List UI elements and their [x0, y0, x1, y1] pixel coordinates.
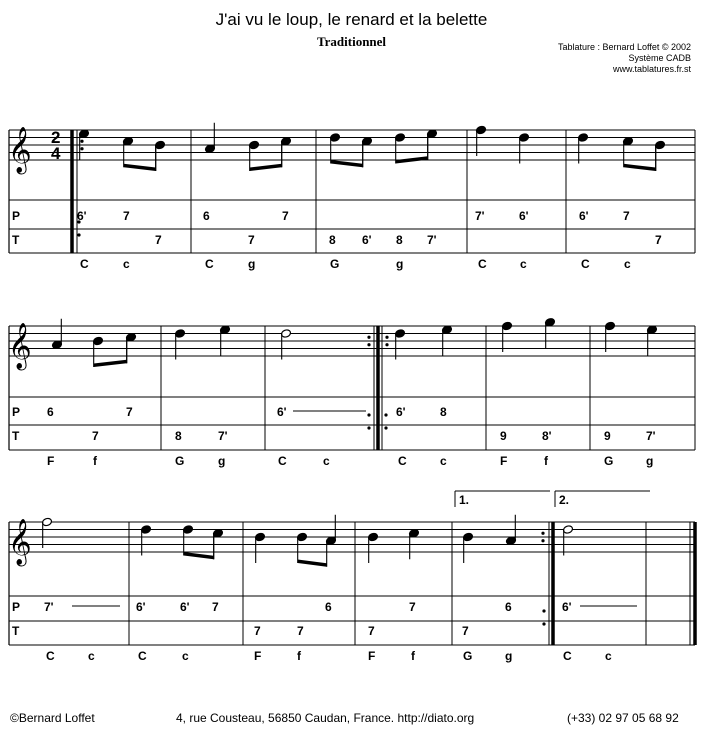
chord-symbol: F — [254, 649, 262, 663]
note-beam — [124, 164, 156, 171]
footer-copyright: ©Bernard Loffet — [10, 711, 95, 725]
credit-line: www.tablatures.fr.st — [612, 64, 691, 74]
pull-button-number: 7' — [646, 429, 656, 443]
chord-symbol: g — [396, 257, 404, 271]
chord-symbol: c — [182, 649, 189, 663]
row-label-p: P — [12, 405, 21, 419]
chord-symbol: C — [581, 257, 590, 271]
pull-button-number: 7' — [427, 233, 437, 247]
chord-symbol: G — [463, 649, 473, 663]
push-button-number: 6 — [325, 600, 332, 614]
time-signature-top: 2 — [51, 128, 61, 147]
chord-symbol: F — [368, 649, 376, 663]
note-beam — [250, 164, 282, 171]
push-button-number: 7 — [126, 405, 133, 419]
chord-symbol: c — [440, 454, 447, 468]
repeat-dot — [385, 336, 388, 339]
footer-address: 4, rue Cousteau, 56850 Caudan, France. http://diato.org — [176, 711, 475, 725]
credit-line: Tablature : Bernard Loffet © 2002 — [557, 42, 691, 52]
chord-symbol: F — [47, 454, 55, 468]
chord-symbol: C — [46, 649, 55, 663]
repeat-dot — [80, 140, 83, 143]
push-button-number: 7' — [44, 600, 54, 614]
chord-symbol: c — [123, 257, 130, 271]
note-beam — [396, 156, 428, 163]
chord-symbol: C — [80, 257, 89, 271]
chord-symbol: C — [563, 649, 572, 663]
row-label-t: T — [12, 429, 20, 443]
chord-symbol: g — [505, 649, 513, 663]
pull-button-number: 8 — [175, 429, 182, 443]
chord-symbol: c — [605, 649, 612, 663]
push-button-number: 6' — [277, 405, 287, 419]
time-signature-bottom: 4 — [51, 144, 61, 163]
repeat-dot — [80, 147, 83, 150]
chord-symbol: g — [646, 454, 654, 468]
chord-symbol: F — [500, 454, 508, 468]
pull-button-number: 7 — [368, 624, 375, 638]
pull-button-number: 8' — [542, 429, 552, 443]
chord-symbol: g — [218, 454, 226, 468]
pull-button-number: 7 — [155, 233, 162, 247]
chord-symbol: G — [175, 454, 185, 468]
note-beam — [94, 360, 127, 367]
repeat-dot — [542, 609, 545, 612]
push-button-number: 6 — [203, 209, 210, 223]
push-button-number: 7 — [409, 600, 416, 614]
repeat-dot — [367, 336, 370, 339]
note-beam — [184, 552, 214, 559]
push-button-number: 6' — [77, 209, 87, 223]
push-button-number: 7' — [475, 209, 485, 223]
pull-button-number: 6' — [362, 233, 372, 247]
repeat-dot — [367, 343, 370, 346]
row-label-t: T — [12, 233, 20, 247]
push-button-number: 7 — [282, 209, 289, 223]
composer: Traditionnel — [316, 34, 387, 49]
pull-button-number: 8 — [329, 233, 336, 247]
repeat-dot — [367, 426, 370, 429]
push-button-number: 6 — [505, 600, 512, 614]
push-button-number: 6' — [562, 600, 572, 614]
credit-line: Système CADB — [628, 53, 691, 63]
note-beam — [298, 560, 327, 567]
chord-symbol: c — [520, 257, 527, 271]
chord-symbol: f — [297, 649, 301, 663]
chord-symbol: G — [330, 257, 340, 271]
push-button-number: 6' — [396, 405, 406, 419]
push-button-number: 7 — [623, 209, 630, 223]
repeat-dot — [77, 233, 80, 236]
push-button-number: 6' — [519, 209, 529, 223]
chord-symbol: f — [93, 454, 97, 468]
push-button-number: 6 — [47, 405, 54, 419]
push-button-number: 7 — [123, 209, 130, 223]
repeat-dot — [541, 539, 544, 542]
chord-symbol: G — [604, 454, 614, 468]
row-label-p: P — [12, 600, 21, 614]
repeat-dot — [384, 413, 387, 416]
footer-phone: (+33) 02 97 05 68 92 — [567, 711, 679, 725]
pull-button-number: 9 — [604, 429, 611, 443]
note-beam — [331, 160, 363, 167]
push-button-number: 6' — [579, 209, 589, 223]
note-beam — [624, 164, 656, 171]
repeat-dot — [542, 622, 545, 625]
chord-symbol: C — [205, 257, 214, 271]
pull-button-number: 7 — [297, 624, 304, 638]
push-button-number: 6' — [180, 600, 190, 614]
pull-button-number: 7 — [655, 233, 662, 247]
page-title: J'ai vu le loup, le renard et la belette — [215, 10, 488, 29]
pull-button-number: 8 — [396, 233, 403, 247]
row-label-t: T — [12, 624, 20, 638]
push-button-number: 8 — [440, 405, 447, 419]
chord-symbol: f — [544, 454, 548, 468]
repeat-dot — [384, 426, 387, 429]
volta-label: 2. — [559, 493, 570, 507]
chord-symbol: c — [88, 649, 95, 663]
pull-button-number: 7 — [248, 233, 255, 247]
treble-clef-icon: 𝄞 — [8, 324, 32, 368]
chord-symbol: C — [478, 257, 487, 271]
pull-button-number: 7' — [218, 429, 228, 443]
pull-button-number: 9 — [500, 429, 507, 443]
pull-button-number: 7 — [92, 429, 99, 443]
chord-symbol: C — [278, 454, 287, 468]
treble-clef-icon: 𝄞 — [8, 128, 32, 172]
repeat-dot — [367, 413, 370, 416]
repeat-dot — [385, 343, 388, 346]
repeat-dot — [541, 532, 544, 535]
chord-symbol: c — [323, 454, 330, 468]
push-button-number: 7 — [212, 600, 219, 614]
row-label-p: P — [12, 209, 21, 223]
chord-symbol: C — [138, 649, 147, 663]
push-button-number: 6' — [136, 600, 146, 614]
chord-symbol: C — [398, 454, 407, 468]
pull-button-number: 7 — [462, 624, 469, 638]
chord-symbol: c — [624, 257, 631, 271]
chord-symbol: f — [411, 649, 415, 663]
pull-button-number: 7 — [254, 624, 261, 638]
treble-clef-icon: 𝄞 — [8, 520, 32, 564]
chord-symbol: g — [248, 257, 256, 271]
volta-label: 1. — [459, 493, 470, 507]
